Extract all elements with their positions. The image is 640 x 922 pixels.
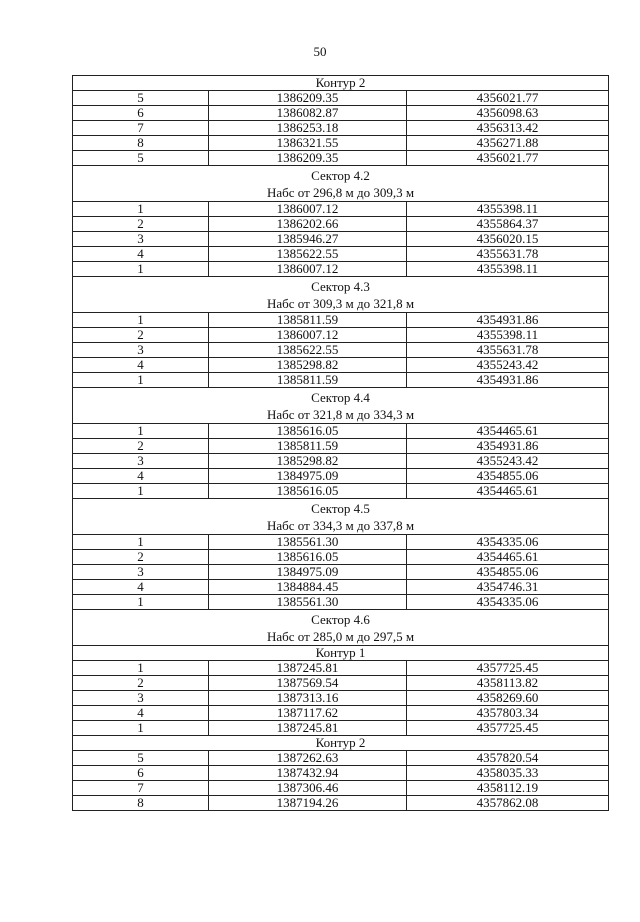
table-row xyxy=(73,424,609,439)
point-number: 1 xyxy=(73,313,209,328)
coordinate-y: 4356021.77 xyxy=(407,151,609,166)
coordinate-y: 4354931.86 xyxy=(407,439,609,454)
point-number: 8 xyxy=(73,136,209,151)
coordinate-y: 4356271.88 xyxy=(407,136,609,151)
point-number: 2 xyxy=(73,676,209,691)
sector-header-cell xyxy=(73,610,609,646)
table-row xyxy=(73,202,609,217)
table-row xyxy=(73,781,609,796)
table-row xyxy=(73,595,609,610)
coordinate-y: 4355243.42 xyxy=(407,358,609,373)
coordinate-x: 1384975.09 xyxy=(209,469,407,484)
table-row xyxy=(73,565,609,580)
coordinate-x: 1385298.82 xyxy=(209,454,407,469)
coordinate-y: 4357725.45 xyxy=(407,661,609,676)
coordinate-x: 1385622.55 xyxy=(209,343,407,358)
sector-elevation-range: Набс от 334,3 м до 337,8 м xyxy=(266,517,415,533)
coordinate-y: 4354855.06 xyxy=(407,565,609,580)
table-row xyxy=(73,550,609,565)
coordinate-y: 4354465.61 xyxy=(407,484,609,499)
table-row xyxy=(73,232,609,247)
point-number: 2 xyxy=(73,217,209,232)
coordinate-x: 1385561.30 xyxy=(209,595,407,610)
contour-title: Контур 2 xyxy=(73,76,609,91)
coordinate-x: 1387262.63 xyxy=(209,751,407,766)
table-row xyxy=(73,136,609,151)
sector-title: Сектор 4.2 xyxy=(311,167,370,183)
point-number: 1 xyxy=(73,721,209,736)
sector-header-row xyxy=(73,388,609,424)
point-number: 5 xyxy=(73,151,209,166)
point-number: 2 xyxy=(73,439,209,454)
coordinate-x: 1386082.87 xyxy=(209,106,407,121)
coordinate-y: 4354465.61 xyxy=(407,424,609,439)
coordinate-x: 1387432.94 xyxy=(209,766,407,781)
point-number: 4 xyxy=(73,247,209,262)
sector-elevation-range: Набс от 285,0 м до 297,5 м xyxy=(266,628,415,644)
coordinate-x: 1384975.09 xyxy=(209,565,407,580)
coordinate-y: 4355398.11 xyxy=(407,328,609,343)
point-number: 4 xyxy=(73,358,209,373)
sector-header-row xyxy=(73,499,609,535)
point-number: 3 xyxy=(73,691,209,706)
point-number: 1 xyxy=(73,373,209,388)
coordinate-x: 1387117.62 xyxy=(209,706,407,721)
point-number: 1 xyxy=(73,535,209,550)
coordinate-y: 4354335.06 xyxy=(407,535,609,550)
coordinate-x: 1386007.12 xyxy=(209,202,407,217)
coordinate-x: 1386007.12 xyxy=(209,262,407,277)
table-row xyxy=(73,343,609,358)
point-number: 6 xyxy=(73,106,209,121)
point-number: 1 xyxy=(73,262,209,277)
point-number: 3 xyxy=(73,343,209,358)
coordinate-x: 1385616.05 xyxy=(209,550,407,565)
coordinate-x: 1386253.18 xyxy=(209,121,407,136)
table-row xyxy=(73,691,609,706)
coordinate-x: 1386202.66 xyxy=(209,217,407,232)
coordinate-x: 1385946.27 xyxy=(209,232,407,247)
coordinate-x: 1385811.59 xyxy=(209,313,407,328)
table-row xyxy=(73,313,609,328)
point-number: 5 xyxy=(73,751,209,766)
table-row xyxy=(73,358,609,373)
table-row xyxy=(73,676,609,691)
coordinate-x: 1384884.45 xyxy=(209,580,407,595)
point-number: 2 xyxy=(73,328,209,343)
coordinate-y: 4356098.63 xyxy=(407,106,609,121)
sector-header-cell xyxy=(73,499,609,535)
table-row xyxy=(73,454,609,469)
table-row xyxy=(73,373,609,388)
coordinate-y: 4357862.08 xyxy=(407,796,609,811)
coordinate-y: 4358269.60 xyxy=(407,691,609,706)
coordinate-x: 1385622.55 xyxy=(209,247,407,262)
coordinate-y: 4355631.78 xyxy=(407,343,609,358)
sector-header-cell xyxy=(73,277,609,313)
sector-elevation-range: Набс от 296,8 м до 309,3 м xyxy=(266,184,415,200)
table-row xyxy=(73,151,609,166)
coordinate-y: 4355398.11 xyxy=(407,262,609,277)
point-number: 3 xyxy=(73,565,209,580)
point-number: 1 xyxy=(73,661,209,676)
point-number: 7 xyxy=(73,781,209,796)
coordinate-y: 4356313.42 xyxy=(407,121,609,136)
coordinate-x: 1385811.59 xyxy=(209,439,407,454)
table-row xyxy=(73,247,609,262)
contour-title: Контур 1 xyxy=(73,646,609,661)
coordinate-x: 1386209.35 xyxy=(209,151,407,166)
coordinates-table xyxy=(72,75,609,811)
coordinate-x: 1387306.46 xyxy=(209,781,407,796)
sector-header-cell xyxy=(73,166,609,202)
coordinate-y: 4354335.06 xyxy=(407,595,609,610)
sector-header-cell xyxy=(73,388,609,424)
point-number: 6 xyxy=(73,766,209,781)
table-row xyxy=(73,439,609,454)
coordinate-x: 1387313.16 xyxy=(209,691,407,706)
point-number: 1 xyxy=(73,484,209,499)
coordinate-y: 4357725.45 xyxy=(407,721,609,736)
sector-elevation-range: Набс от 321,8 м до 334,3 м xyxy=(266,406,415,422)
coordinate-x: 1385616.05 xyxy=(209,424,407,439)
point-number: 1 xyxy=(73,424,209,439)
coordinate-y: 4358035.33 xyxy=(407,766,609,781)
point-number: 2 xyxy=(73,550,209,565)
coordinate-x: 1387245.81 xyxy=(209,721,407,736)
table-row xyxy=(73,217,609,232)
coordinate-y: 4355631.78 xyxy=(407,247,609,262)
point-number: 5 xyxy=(73,91,209,106)
table-row xyxy=(73,661,609,676)
table-row xyxy=(73,580,609,595)
contour-header-row xyxy=(73,76,609,91)
table-row xyxy=(73,721,609,736)
point-number: 7 xyxy=(73,121,209,136)
contour-header-row xyxy=(73,736,609,751)
coordinate-y: 4355864.37 xyxy=(407,217,609,232)
coordinate-x: 1385298.82 xyxy=(209,358,407,373)
page-number: 50 xyxy=(313,44,327,59)
coordinate-y: 4354931.86 xyxy=(407,373,609,388)
table-row xyxy=(73,766,609,781)
coordinate-x: 1386007.12 xyxy=(209,328,407,343)
table-row xyxy=(73,751,609,766)
coordinate-x: 1387569.54 xyxy=(209,676,407,691)
table-row xyxy=(73,106,609,121)
point-number: 3 xyxy=(73,232,209,247)
coordinate-y: 4357803.34 xyxy=(407,706,609,721)
table-row xyxy=(73,535,609,550)
coordinate-x: 1386209.35 xyxy=(209,91,407,106)
coordinate-x: 1387245.81 xyxy=(209,661,407,676)
coordinate-y: 4357820.54 xyxy=(407,751,609,766)
coordinate-y: 4356021.77 xyxy=(407,91,609,106)
table-row xyxy=(73,469,609,484)
coordinate-x: 1387194.26 xyxy=(209,796,407,811)
contour-header-row xyxy=(73,646,609,661)
coordinate-y: 4354465.61 xyxy=(407,550,609,565)
coordinate-y: 4354746.31 xyxy=(407,580,609,595)
coordinate-x: 1385616.05 xyxy=(209,484,407,499)
table-row xyxy=(73,262,609,277)
coordinate-x: 1385561.30 xyxy=(209,535,407,550)
sector-title: Сектор 4.6 xyxy=(311,611,370,627)
table-row xyxy=(73,328,609,343)
sector-elevation-range: Набс от 309,3 м до 321,8 м xyxy=(266,295,415,311)
point-number: 1 xyxy=(73,202,209,217)
point-number: 4 xyxy=(73,706,209,721)
sector-title: Сектор 4.3 xyxy=(311,278,370,294)
coordinate-y: 4355243.42 xyxy=(407,454,609,469)
coordinate-y: 4354855.06 xyxy=(407,469,609,484)
point-number: 1 xyxy=(73,595,209,610)
coordinate-x: 1385811.59 xyxy=(209,373,407,388)
coordinate-y: 4358113.82 xyxy=(407,676,609,691)
sector-header-row xyxy=(73,610,609,646)
point-number: 4 xyxy=(73,469,209,484)
coordinate-y: 4355398.11 xyxy=(407,202,609,217)
table-row xyxy=(73,484,609,499)
table-row xyxy=(73,706,609,721)
sector-header-row xyxy=(73,166,609,202)
coordinate-y: 4356020.15 xyxy=(407,232,609,247)
point-number: 3 xyxy=(73,454,209,469)
table-row xyxy=(73,796,609,811)
coordinate-y: 4358112.19 xyxy=(407,781,609,796)
point-number: 8 xyxy=(73,796,209,811)
coordinate-x: 1386321.55 xyxy=(209,136,407,151)
coordinate-y: 4354931.86 xyxy=(407,313,609,328)
point-number: 4 xyxy=(73,580,209,595)
table-row xyxy=(73,121,609,136)
contour-title: Контур 2 xyxy=(73,736,609,751)
sector-title: Сектор 4.5 xyxy=(311,500,370,516)
sector-header-row xyxy=(73,277,609,313)
table-row xyxy=(73,91,609,106)
sector-title: Сектор 4.4 xyxy=(311,389,370,405)
